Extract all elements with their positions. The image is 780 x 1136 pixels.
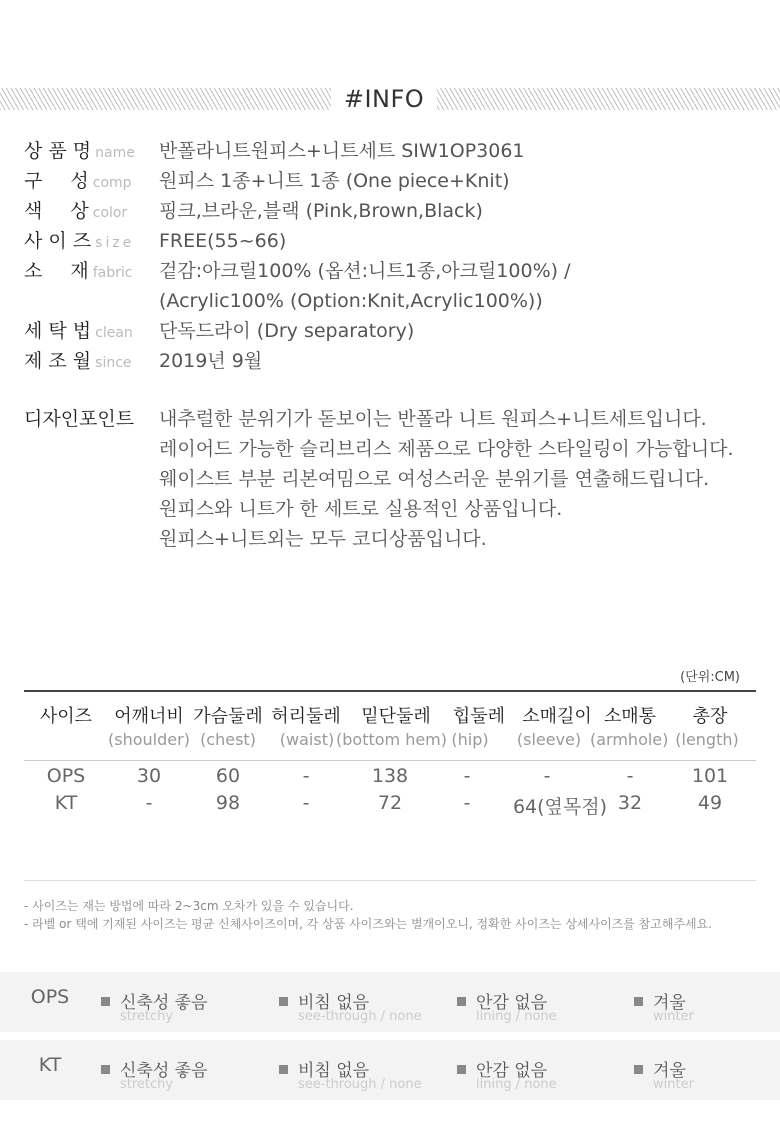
table-cell: - xyxy=(543,765,551,787)
info-label: 제 조 월 xyxy=(24,350,92,372)
feature-item xyxy=(457,1056,557,1092)
header-cell-en: (bottom hem) xyxy=(336,730,448,749)
header-cell: 사이즈 xyxy=(39,706,93,727)
info-value: 원피스 1종+니트 1종 (One piece+Knit) xyxy=(159,170,510,192)
info-label-en: fabric xyxy=(92,265,133,281)
header-cell-en: (hip) xyxy=(451,730,489,749)
info-value: FREE(55~66) xyxy=(159,230,287,252)
info-label: 소 재 xyxy=(24,260,89,282)
feature-item xyxy=(279,988,422,1024)
info-label-en: name xyxy=(95,145,135,161)
feature-item-en: stretchy xyxy=(120,1009,174,1024)
info-row-color xyxy=(24,196,764,226)
table-cell: - xyxy=(302,765,310,787)
feature-item xyxy=(457,988,557,1024)
square-bullet-icon xyxy=(457,997,466,1006)
info-row-size xyxy=(24,226,764,256)
info-value: 2019년 9월 xyxy=(159,350,263,372)
info-label-en: color xyxy=(92,205,128,221)
note-line: - 라벨 or 택에 기재된 사이즈는 평균 신체사이즈이며, 각 상품 사이즈와는 별개이오니, 정확한 사이즈는 상세사이즈를 참고해주세요. xyxy=(24,917,713,931)
info-row-since xyxy=(24,346,764,376)
header-cell-en: (sleeve) xyxy=(516,730,582,749)
design-point-line: 내추럴한 분위기가 돋보이는 반폴라 니트 원피스+니트세트입니다. xyxy=(159,408,707,430)
square-bullet-icon xyxy=(101,997,110,1006)
design-point-line: 원피스와 니트가 한 세트로 실용적인 상품입니다. xyxy=(159,498,563,520)
feature-item-en: stretchy xyxy=(120,1077,174,1092)
header-cell: 밑단둘레 xyxy=(361,706,431,727)
table-cell: 30 xyxy=(136,765,162,787)
header-cell-en: (chest) xyxy=(200,730,256,749)
table-cell: KT xyxy=(54,792,78,814)
feature-bar-ops xyxy=(0,972,780,1032)
unit-label: (단위:CM) xyxy=(680,670,740,685)
info-label-en: comp xyxy=(92,175,132,191)
table-cell: 98 xyxy=(215,792,241,814)
info-label-en: size xyxy=(95,235,135,251)
feature-item xyxy=(101,988,208,1024)
info-label-en: since xyxy=(95,355,132,371)
feature-item xyxy=(634,1056,694,1092)
product-info xyxy=(24,136,764,376)
table-cell: - xyxy=(626,765,634,787)
header-cell: 소매통 xyxy=(603,706,657,727)
table-cell: - xyxy=(145,792,153,814)
feature-bar-kt xyxy=(0,1040,780,1100)
feature-item-en: winter xyxy=(653,1009,694,1024)
header-cell: 가슴둘레 xyxy=(193,706,263,727)
feature-item-en: winter xyxy=(653,1077,694,1092)
header-cell-en: (waist) xyxy=(279,730,335,749)
info-row-fabric xyxy=(24,256,764,316)
design-point xyxy=(24,404,734,554)
table-cell: - xyxy=(463,792,471,814)
table-cell: - xyxy=(302,792,310,814)
info-row-clean xyxy=(24,316,764,346)
feature-item-label: 신축성 좋음 xyxy=(120,993,208,1013)
info-value-continued: (Acrylic100% (Option:Knit,Acrylic100%)) xyxy=(159,290,543,312)
feature-item-en: see-through / none xyxy=(298,1077,422,1092)
table-cell: 101 xyxy=(691,765,729,787)
info-value: 반폴라니트원피스+니트세트 SIW1OP3061 xyxy=(159,140,525,162)
table-cell: 60 xyxy=(215,765,241,787)
info-value: 단독드라이 (Dry separatory) xyxy=(159,320,415,342)
section-title: #INFO xyxy=(331,84,437,114)
design-point-line: 원피스+니트외는 모두 코디상품입니다. xyxy=(159,528,487,550)
square-bullet-icon xyxy=(279,997,288,1006)
header-cell-en: (shoulder) xyxy=(108,730,190,749)
size-table xyxy=(24,690,756,818)
header-cell: 힙둘레 xyxy=(452,706,506,727)
header-divider xyxy=(24,760,756,761)
table-cell: 72 xyxy=(377,792,403,814)
feature-item-label: 안감 없음 xyxy=(476,1061,548,1081)
table-cell: 64(옆목점) xyxy=(512,796,608,818)
info-label: 상 품 명 xyxy=(24,140,92,162)
info-row-name xyxy=(24,136,764,166)
feature-item-en: lining / none xyxy=(476,1009,557,1024)
square-bullet-icon xyxy=(457,1065,466,1074)
feature-item xyxy=(101,1056,208,1092)
feature-item-label: 신축성 좋음 xyxy=(120,1061,208,1081)
info-label: 사 이 즈 xyxy=(24,230,92,252)
feature-item-label: 비침 없음 xyxy=(298,1061,370,1081)
info-value: 겉감:아크릴100% (옵션:니트1종,아크릴100%) / xyxy=(159,260,571,282)
table-cell: OPS xyxy=(46,765,86,787)
design-point-line: 웨이스트 부분 리본여밈으로 여성스러운 분위기를 연출해드립니다. xyxy=(159,468,710,490)
header-cell: 총장 xyxy=(692,706,728,727)
square-bullet-icon xyxy=(101,1065,110,1074)
feature-item-label: 안감 없음 xyxy=(476,993,548,1013)
header-cell-en: (armhole) xyxy=(590,730,669,749)
feature-item xyxy=(279,1056,422,1092)
info-label: 구 성 xyxy=(24,170,89,192)
header-cell: 어깨너비 xyxy=(114,706,184,727)
table-cell: 49 xyxy=(697,792,723,814)
header-cell: 허리둘레 xyxy=(271,706,341,727)
table-cell: 138 xyxy=(371,765,409,787)
feature-item-label: 겨울 xyxy=(653,993,686,1013)
info-label: 세 탁 법 xyxy=(24,320,92,342)
feature-bar-label: OPS xyxy=(30,986,70,1008)
size-notes xyxy=(24,880,756,933)
feature-item-en: lining / none xyxy=(476,1077,557,1092)
square-bullet-icon xyxy=(634,997,643,1006)
info-label-en: clean xyxy=(95,325,133,341)
design-point-label: 디자인포인트 xyxy=(24,408,135,430)
header-cell-en: (length) xyxy=(675,730,739,749)
feature-item-label: 겨울 xyxy=(653,1061,686,1081)
feature-bar-label: KT xyxy=(38,1054,62,1076)
square-bullet-icon xyxy=(279,1065,288,1074)
table-cell: 32 xyxy=(617,792,643,814)
info-value: 핑크,브라운,블랙 (Pink,Brown,Black) xyxy=(159,200,483,222)
square-bullet-icon xyxy=(634,1065,643,1074)
note-line: - 사이즈는 재는 방법에 따라 2~3cm 오차가 있을 수 있습니다. xyxy=(24,899,354,913)
design-point-line: 레이어드 가능한 슬리브리스 제품으로 다양한 스타일링이 가능합니다. xyxy=(159,438,734,460)
feature-item-en: see-through / none xyxy=(298,1009,422,1024)
size-table-header xyxy=(24,692,756,754)
feature-item xyxy=(634,988,694,1024)
feature-item-label: 비침 없음 xyxy=(298,993,370,1013)
info-label: 색 상 xyxy=(24,200,89,222)
info-row-comp xyxy=(24,166,764,196)
header-cell: 소매길이 xyxy=(522,706,592,727)
table-cell: - xyxy=(463,765,471,787)
